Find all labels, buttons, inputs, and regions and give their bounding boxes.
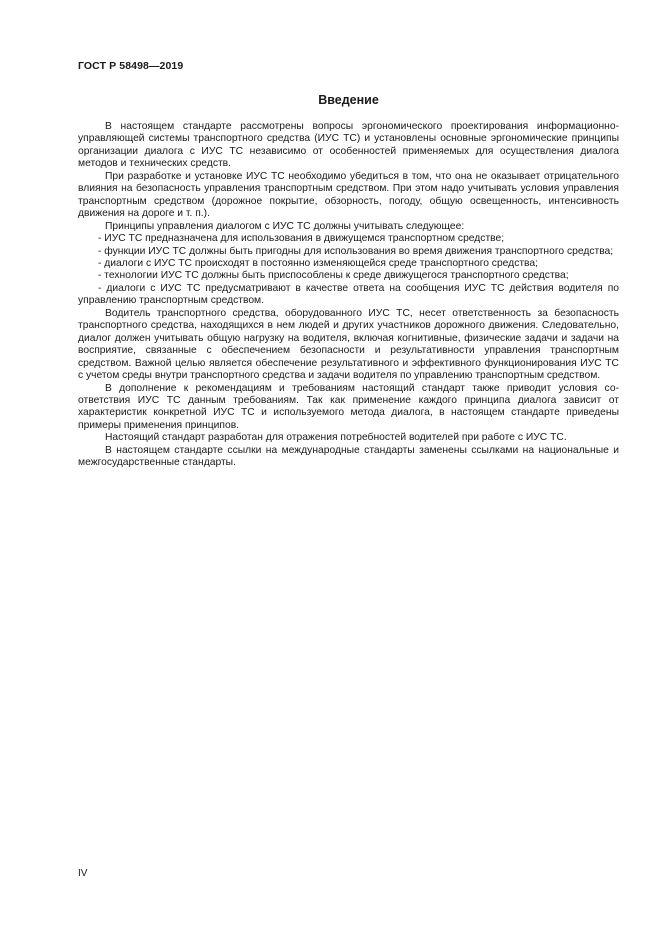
- list-item: - диалоги с ИУС ТС предусматривают в качестве ответа на сообщения ИУС ТС действия водителя по управлению транспортным средством.: [78, 282, 619, 307]
- list-item: - функции ИУС ТС должны быть пригодны для использования во время движения транспортного средства;: [98, 245, 614, 257]
- paragraph-conformance: В дополнение к рекомендациям и требованиям настоящий стандарт также приводит условия соответствия ИУС ТС данным требованиям. Так как применение каждого принципа диалога зависит от характеристик конкретной ИУС ТС и используемого метода диалога, в настоящем стандарте приведены примеры применения принципов.: [78, 382, 619, 431]
- paragraph-intro-scope: В настоящем стандарте рассмотрены вопросы эргономического проектирования информационно-управляющей системы транспортного средства (ИУС ТС) и установлены основные эргономические принципы организации диалога с ИУС ТС независимо от особенностей применяемых для осуществления диалога методов и технических средств.: [78, 121, 619, 170]
- paragraph-safety: При разработке и установке ИУС ТС необходимо убедиться в том, что она не оказывает отрицательного влияния на безопасность управления транспортным средством. При этом надо учитывать условия управления транспортным средством (дорожное покрытие, обзорность, погоду, общую освещенность, интенсивность движения на дороге и т. п.).: [78, 170, 619, 220]
- paragraph-references: В настоящем стандарте ссылки на международные стандарты заменены ссылками на национальные и межгосударственные стандарты.: [78, 444, 619, 469]
- list-item: - технологии ИУС ТС должны быть приспособлены к среде движущегося транспортного средства;: [98, 270, 569, 282]
- paragraph-principles-lead: Принципы управления диалогом с ИУС ТС должны учитывать следующее:: [105, 220, 465, 232]
- document-body: [78, 121, 619, 470]
- paragraph-driver-responsibility: Водитель транспортного средства, оборудованного ИУС ТС, несет ответственность за безопасность транспортного средства, находящихся в нем людей и других участников дорожного движения. Следовательно, диалог должен учитывать общую нагрузку на водителя, включая когнитивные, физические задачи и задачи на восприятие, связанные с обеспечением безопасности и результативности управления транспортным средством. Важной целью является обеспечение результативного и эффективного функционирования ИУС ТС с учетом среды внутри транспортного средства и задачи водителя по управлению транспортным средством.: [78, 307, 619, 382]
- document-header: ГОСТ Р 58498—2019: [78, 60, 184, 72]
- page-number: IV: [78, 868, 88, 879]
- paragraph-purpose: Настоящий стандарт разработан для отражения потребностей водителей при работе с ИУС ТС.: [105, 432, 567, 444]
- list-item: - диалоги с ИУС ТС происходят в постоянно изменяющейся среде транспортного средства;: [98, 257, 538, 269]
- section-title: Введение: [318, 93, 379, 107]
- list-item: - ИУС ТС предназначена для использования в движущемся транспортном средстве;: [98, 233, 505, 245]
